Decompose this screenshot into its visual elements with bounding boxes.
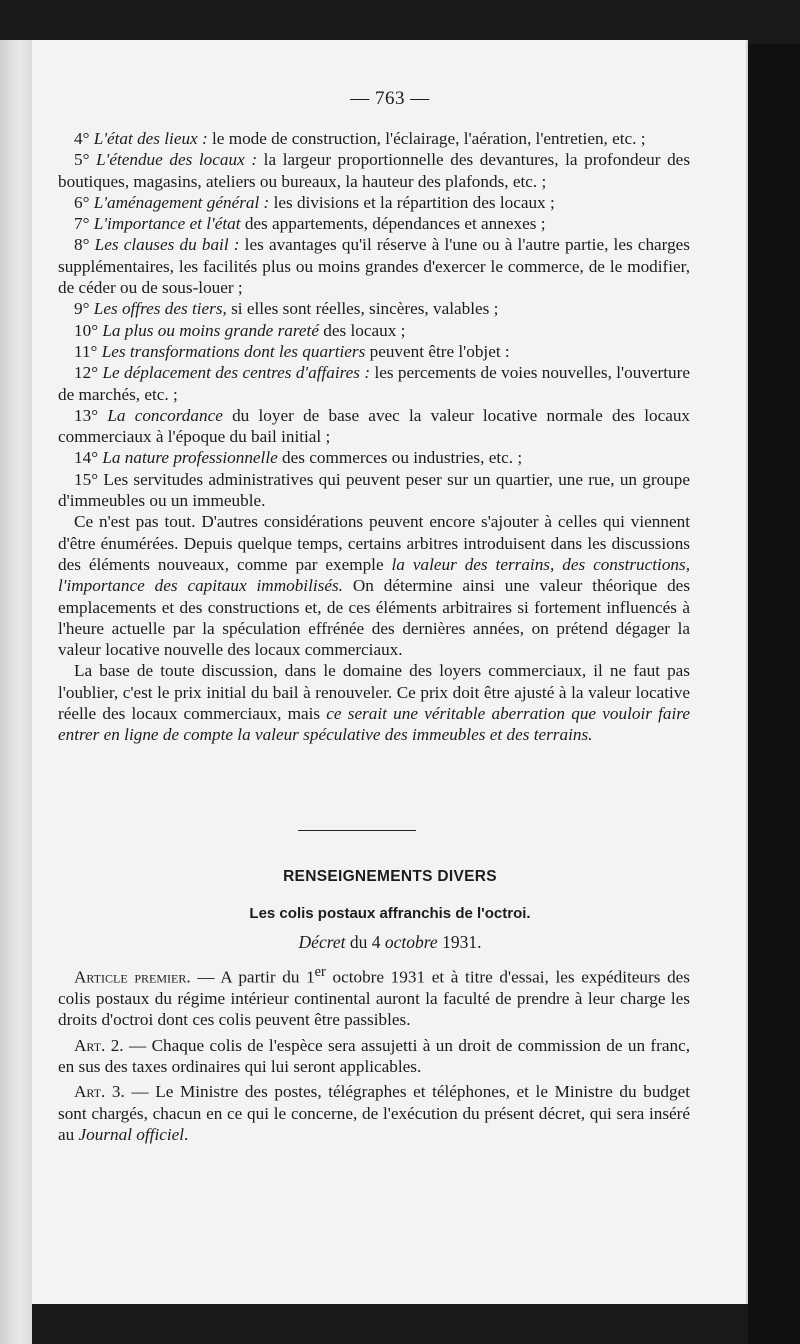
paragraph: Ce n'est pas tout. D'autres considérations peuvent encore s'ajouter à celles qui viennent d'être énumérées. Depuis quelque temps, certains arbitres introduisent dans les discussions des éléments nouveaux, comme par exemple la valeur des terrains, des constructions, l'importance des capitaux immobilisés. On détermine ainsi une valeur théorique des emplacements et des constructions et, de ces éléments arbitraires si fortement influencés à l'heure actuelle par la spéculation effrénée des dernières années, on prétend dégager la valeur locative nouvelle des locaux commerciaux. <box>58 512 691 660</box>
list-item: 7° L'importance et l'état des appartements, dépendances et annexes ; <box>74 214 546 234</box>
scan-border <box>748 44 800 1344</box>
list-item: 13° La concordance du loyer de base avec la valeur locative normale des locaux commerciaux à l'époque du bail initial ; <box>58 405 691 447</box>
list-item: 14° La nature professionnelle des commerces ou industries, etc. ; <box>74 448 523 468</box>
list-item: 5° L'étendue des locaux : la largeur proportionnelle des devantures, la profondeur des boutiques, magasins, ateliers ou bureaux, la hauteur des plafonds, etc. ; <box>58 150 691 191</box>
page-number: — 763 — <box>350 88 430 109</box>
article: Article premier. — A partir du 1er octobre 1931 et à titre d'essai, les expéditeurs des colis postaux du régime intérieur continental auront la faculté de prendre à leur charge les droits d'octroi dont ces colis peuvent être passibles. <box>58 964 690 1030</box>
book-page <box>32 40 748 1304</box>
section-heading: RENSEIGNEMENTS DIVERS <box>283 868 497 885</box>
list-item: 8° Les clauses du bail : les avantages qu'il réserve à l'une ou à l'autre partie, les charges supplémentaires, les facilités plus ou moins grandes d'exercer le commerce, de le modifier, de céder ou de sous-louer ; <box>58 235 690 298</box>
list-item: 15° Les servitudes administratives qui peuvent peser sur un quartier, une rue, un groupe d'immeubles ou un immeuble. <box>58 469 691 511</box>
body-text <box>58 128 690 746</box>
section-divider <box>298 830 416 831</box>
section-subheading: Les colis postaux affranchis de l'octroi. <box>249 905 531 922</box>
left-page-edge <box>0 40 32 1344</box>
paragraph: La base de toute discussion, dans le domaine des loyers commerciaux, il ne faut pas l'oublier, c'est le prix initial du bail à renouveler. Ce prix doit être ajusté à la valeur locative réelle des locaux commerciaux, mais ce serait une véritable aberration que vouloir faire entrer en ligne de compte la valeur spéculative des immeubles et des terrains. <box>58 661 690 745</box>
article: Art. 3. — Le Ministre des postes, télégraphes et téléphones, et le Ministre du budget sont chargés, chacun en ce qui le concerne, de l'exécution du présent décret, qui sera inséré au Journal officiel. <box>58 1082 691 1144</box>
list-item: 4° L'état des lieux : le mode de construction, l'éclairage, l'aération, l'entretien, etc. ; <box>74 129 646 148</box>
list-item: 11° Les transformations dont les quartiers peuvent être l'objet : <box>74 341 510 361</box>
decree-line: Décret du 4 octobre 1931. <box>298 932 482 952</box>
decree-text <box>58 962 690 1149</box>
list-item: 12° Le déplacement des centres d'affaires : les percements de voies nouvelles, l'ouverture de marchés, etc. ; <box>58 363 691 404</box>
list-item: 6° L'aménagement général : les divisions et la répartition des locaux ; <box>74 192 555 212</box>
list-item: 9° Les offres des tiers, si elles sont réelles, sincères, valables ; <box>74 299 499 319</box>
list-item: 10° La plus ou moins grande rareté des locaux ; <box>74 320 406 340</box>
article: Art. 2. — Chaque colis de l'espèce sera assujetti à un droit de commission de un franc, en sus des taxes ordinaires qui lui seront applicables. <box>58 1035 691 1076</box>
